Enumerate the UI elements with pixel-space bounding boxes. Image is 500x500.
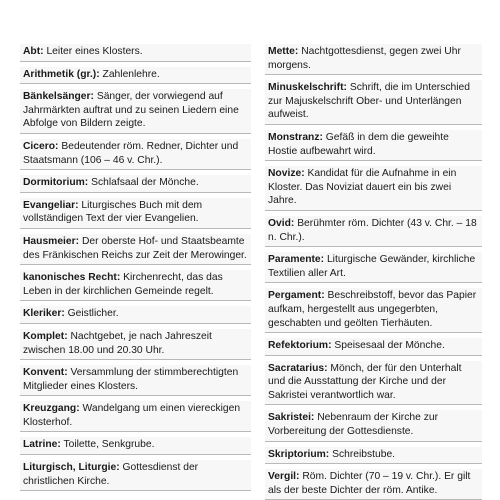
entry-term: Evangeliar: bbox=[23, 199, 79, 211]
entry-definition: Nachtgebet, je nach Jahreszeit zwischen 18.00 und 20.30 Uhr. bbox=[23, 330, 212, 356]
entry-definition: Geistlicher. bbox=[64, 308, 119, 320]
glossary-entry bbox=[20, 306, 251, 324]
glossary-entry bbox=[265, 80, 482, 125]
entry-term: Arithmetik (gr.): bbox=[23, 68, 100, 80]
glossary-entry bbox=[20, 234, 251, 265]
glossary-entry bbox=[265, 166, 482, 211]
entry-definition: Gottesdienst der christlichen Kirche. bbox=[23, 462, 199, 487]
glossary-entry bbox=[265, 44, 482, 75]
entry-definition: Versammlung der stimmberechtigten Mitglieder eines Klosters. bbox=[23, 367, 239, 392]
glossary-entry bbox=[20, 437, 251, 455]
entry-term: Ovid: bbox=[268, 217, 295, 229]
entry-definition: Schlafsaal der Mönche. bbox=[88, 177, 199, 189]
glossary-entry bbox=[265, 216, 482, 247]
entry-definition: Zahlenlehre. bbox=[99, 68, 160, 80]
entry-term: Kreuzgang: bbox=[23, 403, 80, 415]
glossary-entry bbox=[265, 252, 482, 283]
entry-definition: Leiter eines Klosters. bbox=[43, 46, 143, 57]
entry-term: Komplet: bbox=[23, 330, 68, 342]
glossary-column-left bbox=[20, 44, 251, 495]
entry-definition: Kirchenrecht, das das Leben in der kirchlichen Gemeinde regelt. bbox=[23, 272, 223, 297]
glossary-entry bbox=[265, 338, 482, 356]
glossary-entry bbox=[20, 270, 251, 301]
glossary-entry bbox=[20, 175, 251, 193]
entry-definition: Berühmter röm. Dichter (43 v. Chr. – 18 n. Chr.). bbox=[268, 217, 477, 243]
entry-term: Sakristei: bbox=[268, 412, 315, 424]
entry-definition: Toilette, Senkgrube. bbox=[60, 439, 155, 451]
entry-definition: Schrift, die im Unterschied zur Majuskelschrift Ober- und Unterlängen aufweist. bbox=[268, 82, 471, 121]
entry-definition: Schreibstube. bbox=[329, 448, 396, 460]
entry-definition: Beschreibstoff, bevor das Papier aufkam, hergestellt aus ungegerbten, geschabten und geölten Tierhäuten. bbox=[268, 290, 477, 329]
entry-term: Novize: bbox=[268, 168, 305, 180]
entry-term: Vergil: bbox=[268, 471, 300, 483]
glossary-entry bbox=[20, 89, 251, 134]
entry-definition: Speisesaal der Mönche. bbox=[331, 340, 445, 352]
glossary-entry bbox=[20, 67, 251, 85]
glossary-entry bbox=[265, 410, 482, 441]
entry-definition: Kandidat für die Aufnahme in ein Kloster. Das Noviziat dauert ein bis zwei Jahre. bbox=[268, 168, 457, 207]
glossary-entry bbox=[265, 288, 482, 333]
glossary-entry bbox=[20, 460, 251, 491]
entry-term: Monstranz: bbox=[268, 131, 323, 143]
glossary-entry bbox=[20, 198, 251, 229]
entry-definition: Wandelgang um einen viereckigen Klosterhof. bbox=[23, 403, 241, 428]
entry-definition: Liturgische Gewänder, kirchliche Textilien aller Art. bbox=[268, 254, 476, 279]
entry-term: Dormitorium: bbox=[23, 177, 89, 189]
glossary-entry bbox=[20, 139, 251, 170]
entry-term: Latrine: bbox=[23, 439, 61, 451]
glossary-entry bbox=[20, 329, 251, 360]
entry-term: Minuskelschrift: bbox=[268, 82, 347, 94]
entry-definition: Der oberste Hof- und Staatsbeamte des Fränkischen Reichs zur Zeit der Merowinger. bbox=[23, 235, 247, 261]
glossary-column-right bbox=[265, 44, 482, 495]
entry-term: Sacratarius: bbox=[268, 362, 328, 374]
entry-term: Refektorium: bbox=[268, 340, 332, 352]
entry-term: Hausmeier: bbox=[23, 235, 80, 247]
entry-definition: Bedeutender röm. Redner, Dichter und Staatsmann (106 – 46 v. Chr.). bbox=[23, 140, 239, 166]
glossary-entry bbox=[265, 469, 482, 500]
glossary-entry bbox=[265, 361, 482, 406]
entry-definition: Nachtgottesdienst, gegen zwei Uhr morgens. bbox=[268, 46, 461, 71]
glossary-entry bbox=[20, 44, 251, 62]
entry-term: Paramente: bbox=[268, 254, 325, 266]
entry-definition: Sänger, der vorwiegend auf Jahrmärkten auftrat und zu seinen Liedern eine Abfolge von Bildern zeigte. bbox=[23, 91, 239, 130]
entry-definition: Mönch, der für den Unterhalt und die Ausstattung der Kirche und der Sakristei verantwortlich war. bbox=[268, 362, 462, 401]
entry-term: Cicero: bbox=[23, 140, 59, 152]
entry-term: Mette: bbox=[268, 46, 299, 57]
entry-term: Konvent: bbox=[23, 367, 68, 379]
entry-term: Kleriker: bbox=[23, 308, 65, 320]
glossary-entry bbox=[20, 365, 251, 396]
entry-definition: Liturgisches Buch mit dem vollständigen Text der vier Evangelien. bbox=[23, 199, 203, 225]
entry-definition: Nebenraum der Kirche zur Vorbereitung der Gottesdienste. bbox=[268, 412, 438, 438]
glossary-entry bbox=[265, 447, 482, 465]
entry-term: Liturgisch, Liturgie: bbox=[23, 462, 120, 474]
entry-term: Bänkelsänger: bbox=[23, 91, 94, 103]
entry-definition: Gefäß in dem die geweihte Hostie aufbewahrt wird. bbox=[268, 131, 449, 157]
entry-term: Abt: bbox=[23, 46, 44, 57]
entry-term: Pergament: bbox=[268, 290, 325, 302]
entry-definition: Röm. Dichter (70 – 19 v. Chr.). Er gilt als der beste Dichter der röm. Antike. bbox=[268, 471, 471, 496]
glossary-entry bbox=[265, 130, 482, 161]
entry-term: Skriptorium: bbox=[268, 448, 330, 460]
glossary-entry bbox=[20, 401, 251, 432]
entry-term: kanonisches Recht: bbox=[23, 272, 121, 284]
